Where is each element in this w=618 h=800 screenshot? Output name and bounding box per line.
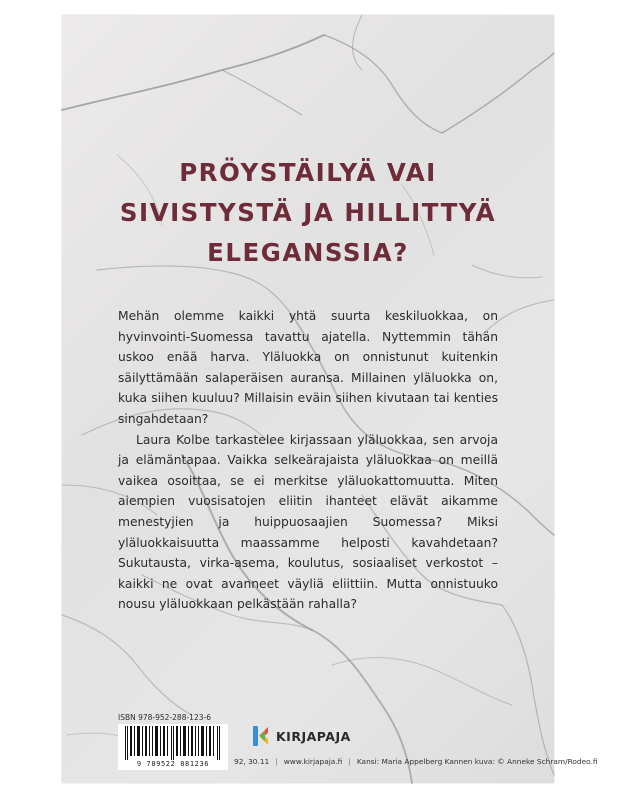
separator: | (275, 757, 278, 766)
separator: | (348, 757, 351, 766)
isbn-barcode (118, 724, 228, 770)
book-back-cover (62, 15, 598, 783)
barcode-bars (121, 726, 225, 760)
publisher-logo (252, 723, 351, 749)
blurb-paragraph: Laura Kolbe tarkastelee kirjassaan yläluokkaa, sen arvoja ja elämäntapaa. Vaikka selkeärajaista yläluokkaa on meillä vaikea osoittaa, se ei merkitse yläluokattomuutta. Miten aiempien vuosisatojen eliitin ihanteet elävät aikamme menestyjien ja huippuosaajien Suomessa? Miksi yläluokkaisuutta maassamme helposti kavahdetaan? Sukutausta, virka-asema, koulutus, sosiaaliset verkostot – kaikki ne ovat avanneet väyliä eliittiin. Mutta onnistuuko nousu yläluokkaan pelkästään rahalla? (118, 432, 498, 612)
title-line: ELEGANSSIA? (207, 238, 409, 267)
blurb (118, 306, 498, 615)
blurb-paragraph: Mehän olemme kaikki yhtä suurta keskiluokkaa, on hyvinvointi-Suomessa tavattu ajatella. Nyttemmin tähän uskoo enää harva. Yläluokka on onnistunut kuitenkin säilyttämään salaperäisen auransa. Millainen yläluokka on, kuka siihen kuuluu? Millaisin eväin siihen kivutaan tai kenties singahdetaan? (118, 309, 498, 426)
website-text: www.kirjapaja.fi (283, 757, 343, 766)
cover-title (62, 153, 554, 273)
publisher-name: KIRJAPAJA (276, 728, 351, 744)
title-line: PRÖYSTÄILYÄ VAI (179, 158, 437, 187)
kirjapaja-logo-icon (252, 725, 270, 747)
footer-line (234, 757, 598, 766)
title-line: SIVISTYSTÄ JA HILLITTYÄ (119, 198, 497, 227)
isbn-label: ISBN 978-952-288-123-6 (118, 713, 211, 722)
cover-credits: Kansi: Maria Appelberg Kannen kuva: © Anneke Schram/Rodeo.fi (356, 757, 598, 766)
classification-code: 92, 30.11 (234, 757, 270, 766)
barcode-digits: 9 789522 881236 (136, 760, 210, 768)
